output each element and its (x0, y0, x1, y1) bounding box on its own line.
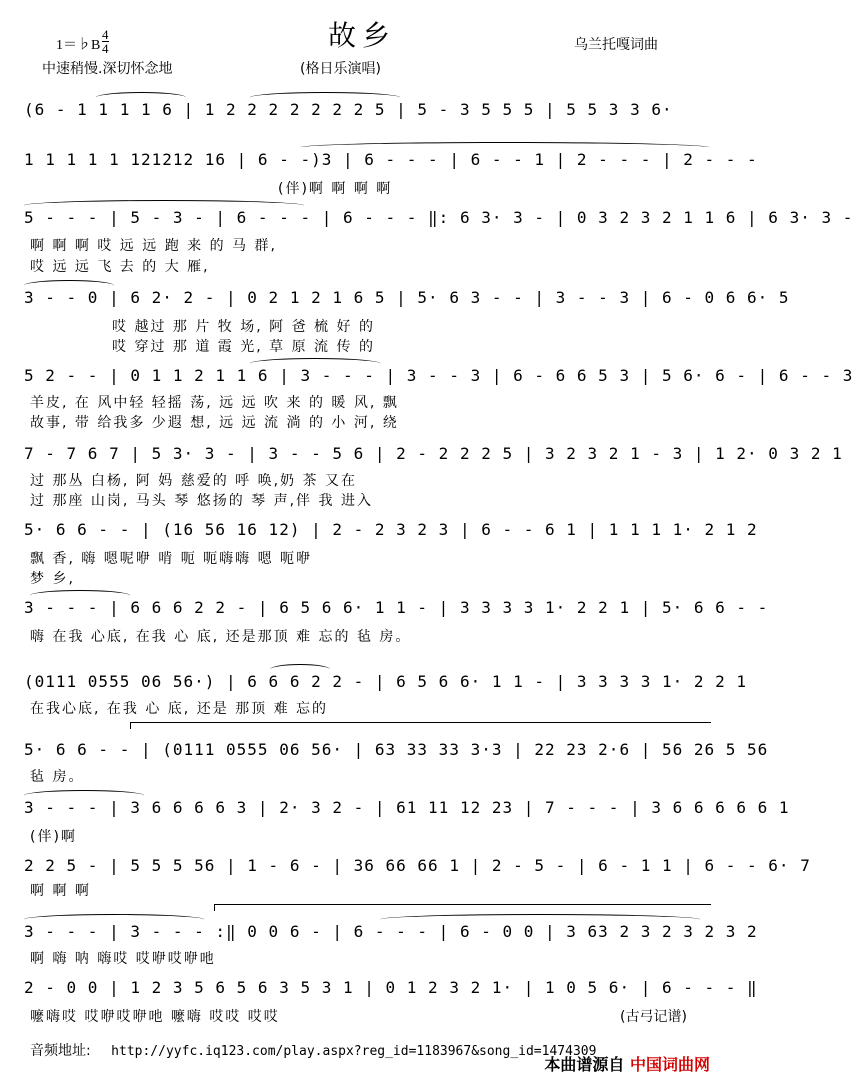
slur-mark (24, 200, 304, 211)
notation-line: 1 1 1 1 1 121212 16 | 6 - -)3 | 6 - - - | 6 - - 1 | 2 - - - | 2 - - - (24, 150, 758, 169)
notation-line: 2 2 5 - | 5 5 5 56 | 1 - 6 - | 36 66 66 1 | 2 - 5 - | 6 - 1 1 | 6 - - 6· 7 (24, 856, 811, 875)
notation-line: (0111 0555 06 56·) | 6 6 6 2 2 - | 6 5 6 6· 1 1 - | 3 3 3 3 1· 2 2 1 (24, 672, 748, 691)
notation-line: 7 - 7 6 7 | 5 3· 3 - | 3 - - 5 6 | 2 - 2 2 2 5 | 3 2 3 2 1 - 3 | 1 2· 0 3 2 1 (24, 444, 843, 463)
notation-line: 3 - - - | 6 6 6 2 2 - | 6 5 6 6· 1 1 - | 3 3 3 3 1· 2 2 1 | 5· 6 6 - - (24, 598, 769, 617)
time-signature-top: 4 (102, 27, 109, 42)
notation-line: 5 - - - | 5 - 3 - | 6 - - - | 6 - - - ‖: 6 3· 3 - | 0 3 2 3 2 1 1 6 | 6 3· 3 - (24, 208, 853, 227)
notation-line: 3 - - - | 3 6 6 6 6 3 | 2· 3 2 - | 61 11 12 23 | 7 - - - | 3 6 6 6 6 6 1 (24, 798, 790, 817)
transcriber-credit: (古弓记谱) (620, 1009, 687, 1025)
lyric-line: 啊 啊 啊 哎 远 远 跑 来 的 马 群, (30, 238, 277, 254)
tempo-marking: 中速稍慢.深切怀念地 (42, 61, 173, 77)
lyric-line: 羊皮, 在 风中轻 轻摇 荡, 远 远 吹 来 的 暖 风, 飘 (30, 395, 399, 411)
lyric-line: 嗨 在我 心底, 在我 心 底, 还是那顶 难 忘的 毡 房。 (30, 629, 412, 645)
singer-credit: (格日乐演唱) (300, 61, 381, 77)
lyric-line: 嚒嗨哎 哎咿哎咿吔 嚒嗨 哎哎 哎哎 (30, 1009, 280, 1025)
key-signature: 1＝♭B (56, 38, 101, 53)
notation-line: (6 - 1 1 1 1 6 | 1 2 2 2 2 2 2 2 5 | 5 - 3 5 5 5 | 5 5 3 3 6· (24, 100, 673, 119)
lyric-line: 过 那座 山岗, 马头 琴 悠扬的 琴 声,伴 我 进入 (30, 493, 373, 509)
notation-line: 5· 6 6 - - | (0111 0555 06 56· | 63 33 33 3·3 | 22 23 2·6 | 56 26 5 56 (24, 740, 769, 759)
time-signature (102, 28, 109, 55)
lyric-line: 啊 嗨 呐 嗨哎 哎咿哎咿吔 (30, 951, 216, 967)
song-title: 故乡 (327, 19, 396, 52)
time-signature-bottom: 4 (102, 41, 109, 56)
source-credit (544, 1052, 710, 1075)
audio-footer (30, 1040, 596, 1060)
lyric-line: 哎 越过 那 片 牧 场, 阿 爸 梳 好 的 (112, 319, 375, 335)
lyric-line: 哎 远 远 飞 去 的 大 雁, (30, 259, 210, 275)
lyric-line: 梦 乡, (30, 571, 75, 587)
slur-mark (380, 914, 700, 925)
audio-label: 音频地址: (30, 1043, 91, 1059)
lyric-line: 哎 穿过 那 道 霞 光, 草 原 流 传 的 (112, 339, 375, 355)
slur-mark (30, 590, 130, 601)
notation-line: 3 - - 0 | 6 2· 2 - | 0 2 1 2 1 6 5 | 5· 6 3 - - | 3 - - 3 | 6 - 0 6 6· 5 (24, 288, 790, 307)
slur-mark (300, 142, 710, 153)
slur-mark (24, 914, 204, 925)
source-site-link[interactable]: 中国词曲网 (629, 1055, 710, 1074)
slur-mark (96, 92, 186, 103)
notation-line: 3 - - - | 3 - - - :‖ 0 0 6 - | 6 - - - | 6 - 0 0 | 3 63 2 3 2 3 2 3 2 (24, 922, 758, 941)
volta-bracket (130, 722, 711, 729)
lyric-line: 啊 啊 啊 (30, 883, 91, 899)
notation-line: 2 - 0 0 | 1 2 3 5 6 5 6 3 5 3 1 | 0 1 2 3 2 1· | 1 0 5 6· | 6 - - - ‖ (24, 978, 758, 997)
composer-credit: 乌兰托嘎词曲 (574, 37, 658, 53)
slur-mark (250, 92, 400, 103)
notation-line: 5· 6 6 - - | (16 56 16 12) | 2 - 2 3 2 3 | 6 - - 6 1 | 1 1 1 1· 2 1 2 (24, 520, 758, 539)
source-prefix: 本曲谱源自 (544, 1055, 625, 1074)
slur-mark (250, 358, 380, 369)
lyric-line: 毡 房。 (30, 769, 85, 785)
slur-mark (270, 664, 330, 675)
slur-mark (24, 790, 144, 801)
notation-line: 5 2 - - | 0 1 1 2 1 1 6 | 3 - - - | 3 - - 3 | 6 - 6 6 5 3 | 5 6· 6 - | 6 - - 3 (24, 366, 853, 385)
audio-link[interactable]: http://yyfc.iq123.com/play.aspx?reg_id=1183967&song_id=1474309 (111, 1044, 597, 1059)
lyric-line: 过 那丛 白杨, 阿 妈 慈爱的 呼 唤,奶 茶 又在 (30, 473, 357, 489)
lyric-line: (伴)啊 啊 啊 啊 (278, 181, 393, 197)
lyric-line: 飘 香, 嗨 嗯呢咿 啃 呃 呃嗨嗨 嗯 呃咿 (30, 551, 313, 567)
lyric-line: 在我心底, 在我 心 底, 还是 那顶 难 忘的 (30, 701, 329, 717)
volta-bracket (214, 904, 711, 911)
lyric-line: 故事, 带 给我多 少遐 想, 远 远 流 淌 的 小 河, 绕 (30, 415, 399, 431)
slur-mark (24, 280, 114, 291)
lyric-line: (伴)啊 (30, 829, 77, 845)
